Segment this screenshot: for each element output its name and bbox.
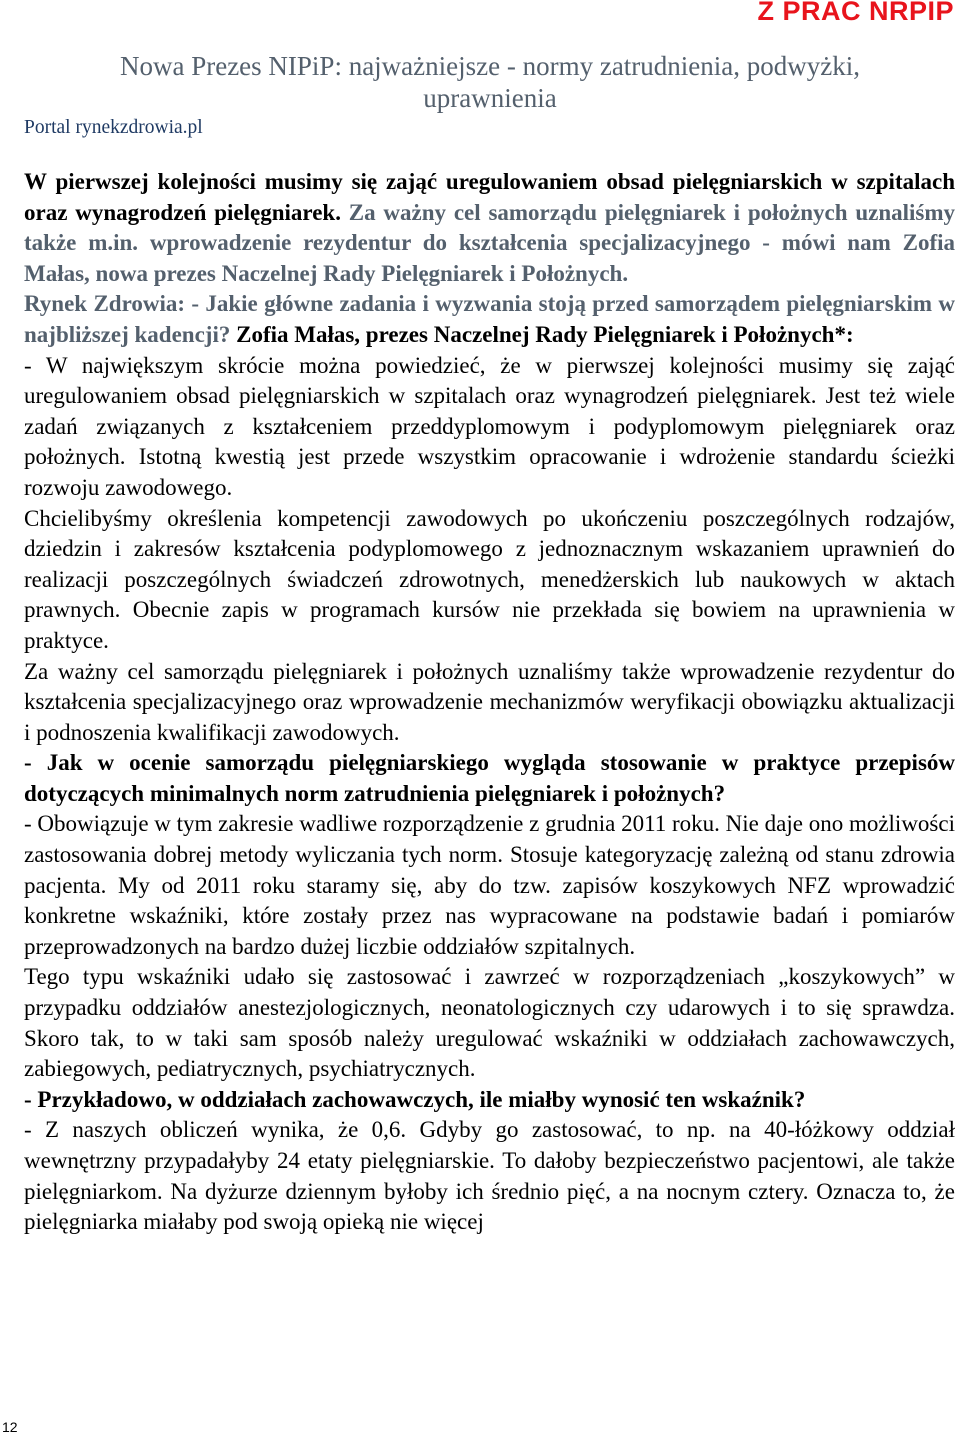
answer-2-part-3: Stosuje kategoryzację zależną od stanu zdrowia pacjenta.: [24, 842, 956, 898]
question-1: [24, 289, 955, 350]
answer-1-part-3: Istotną kwestią jest przede wszystkim opracowanie i wdrożenie standardu ścieżki rozwoju zawodowego.: [24, 444, 955, 500]
speaker-intro: Zofia Małas, prezes Naczelnej Rady Pielęgniarek i Położnych*:: [230, 321, 854, 347]
answer-1-part-2: Jest też wiele zadań związanych z kształceniem przeddyplomowym i podyplomowym pielęgniarek oraz położnych.: [24, 383, 955, 470]
answer-2-part-4: My od 2011 roku staramy się, aby do tzw. zapisów koszykowych NFZ wprowadzić konkretne wskaźniki, które zostały przez nas wypracowane na podstawie badań i pomiarów przeprowadzonych na bardzo dużej liczbie oddziałów szpitalnych.: [24, 872, 955, 959]
article-title: Nowa Prezes NIPiP: najważniejsze - normy zatrudnienia, podwyżki, uprawnienia: [119, 51, 861, 113]
answer-2-part-1: - Obowiązuje w tym zakresie wadliwe rozporządzenie z grudnia 2011 roku.: [24, 811, 720, 837]
lead-paragraph: [24, 167, 955, 289]
paragraph-3: Za ważny cel samorządu pielęgniarek i położnych uznaliśmy także wprowadzenie rezydentur do kształcenia specjalizacyjnego oraz wprowadzenie mechanizmów weryfikacji obowiązku aktualizacji i podnoszenia kwalifikacji zawodowych.: [24, 658, 955, 745]
article-source: Portal rynekzdrowia.pl: [24, 117, 203, 138]
answer-2-part-2: Nie daje ono możliwości zastosowania dobrej metody wyliczania tych norm.: [24, 811, 955, 868]
paragraph-2-part-1: Chcielibyśmy określenia kompetencji zawodowych po ukończeniu poszczególnych rodzajów, dziedzin i zakresów kształcenia podyplomowego z jednoznacznym wskazaniem uprawnień do realizacji poszczególnych świadczeń zdrowotnych, menedżerskich lub naukowych w aktach prawnych.: [24, 505, 955, 623]
question-1-text: Rynek Zdrowia: - Jakie główne zadania i wyzwania stoją przed samorządem pielęgniarskim w najbliższej kadencji?: [24, 291, 955, 347]
paragraph-5: [24, 962, 955, 1084]
answer-3-part-4: Na dyżurze dziennym byłoby ich średnio pięć, a na nocnym cztery.: [162, 1178, 809, 1204]
paragraph-5-part-1: Tego typu wskaźniki udało się zastosować i zawrzeć w rozporządzeniach „koszykowych” w przypadku oddziałów anestezjologicznych, neonatologicznych czy udarowych i to się sprawdza.: [24, 964, 955, 1021]
answer-3-part-5: Oznacza to, że pielęgniarka miałaby pod swoją opieką nie więcej: [24, 1178, 955, 1235]
question-2: - Jak w ocenie samorządu pielęgniarskiego wygląda stosowanie w praktyce przepisów dotyczących minimalnych norm zatrudnienia pielęgniarek i położnych?: [24, 750, 955, 806]
answer-1: [24, 351, 955, 504]
answer-2: [24, 809, 955, 962]
answer-3: [24, 1115, 955, 1237]
paragraph-2: [24, 504, 955, 657]
paragraph-5-part-2: Skoro tak, to w taki sam sposób należy uregulować wskaźniki w oddziałach zachowawczych, zabiegowych, pediatrycznych, psychiatrycznych.: [24, 1025, 955, 1082]
page-number: 12: [2, 1419, 18, 1435]
answer-3-part-2: Gdyby go zastosować, to np. na 40-łóżkowy oddział wewnętrzny przypadałyby 24 etaty pielęgniarskie.: [24, 1117, 955, 1173]
answer-3-part-3: To dałoby bezpieczeństwo pacjentowi, ale także pielęgniarkom.: [24, 1148, 955, 1204]
article-body: [24, 167, 955, 1238]
paragraph-2-part-2: Obecnie zapis w programach kursów nie przekłada się bowiem na uprawnienia w praktyce.: [24, 597, 955, 653]
lead-part-2: Za ważny cel samorządu pielęgniarek i położnych uznaliśmy także m.in. wprowadzenie rezydentur do kształcenia specjalizacyjnego - mówi nam Zofia Małas, nowa prezes Naczelnej Rady Pielęgniarek i Położnych.: [24, 199, 956, 286]
answer-3-part-1: - Z naszych obliczeń wynika, że 0,6.: [24, 1117, 407, 1143]
lead-part-1: W pierwszej kolejności musimy się zająć uregulowaniem obsad pielęgniarskich w szpitalach oraz wynagrodzeń pielęgniarek.: [24, 169, 955, 225]
question-3: - Przykładowo, w oddziałach zachowawczych, ile miałby wynosić ten wskaźnik?: [24, 1086, 806, 1112]
answer-1-part-1: - W największym skrócie można powiedzieć, że w pierwszej kolejności musimy się zająć uregulowaniem obsad pielęgniarskich w szpitalach oraz wynagrodzeń pielęgniarek.: [24, 352, 955, 409]
section-header: Z PRAC NRPIP: [757, 0, 954, 26]
